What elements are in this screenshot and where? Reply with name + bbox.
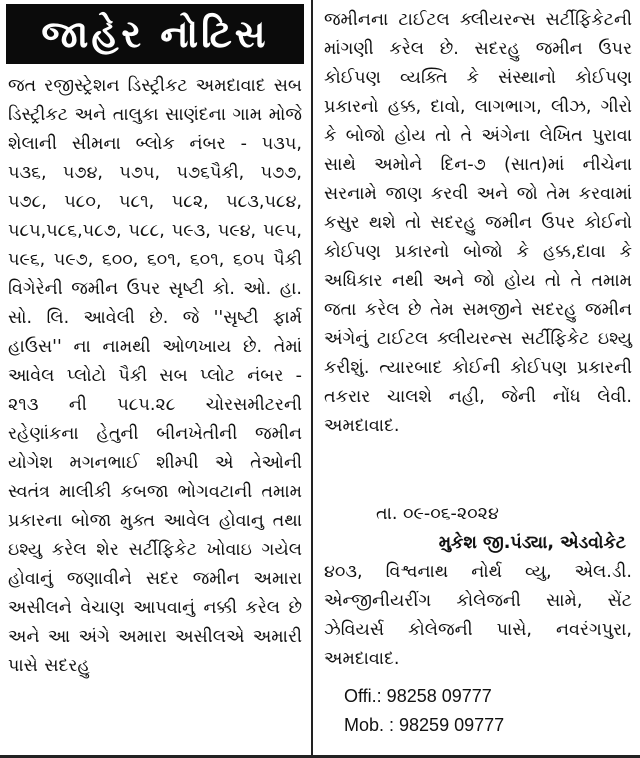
advocate-address: ૪૦૩, વિશ્વનાથ નોર્થ વ્યુ, એલ.ડી. એન્જીનીયરીંગ કોલેજની સામે, સેંટ ઝેવિયર્સ કોલેજની પાસે, નવરંગપુરા, અમદાવાદ. <box>324 562 632 669</box>
notice-body-right: જમીનના ટાઈટલ ક્લીયરન્સ સર્ટીફિકેટની માંગણી કરેલ છે. સદરહુ જમીન ઉપર કોઈપણ વ્યક્તિ કે સંસ્થાનો કોઈપણ પ્રકારનો હક્ક, દાવો, લાગભાગ, લીઝ, ગીરો કે બોજો હોય તો તે અંગેના લેખિત પુરાવા સાથે અમોને દિન-૭ (સાત)માં નીચેના સરનામે જાણ કરવી અને જો તેમ કરવામાં કસુર થશે તો સદરહુ જમીન ઉપર કોઈનો કોઈપણ પ્રકારનો બોજો કે હક્ક,દાવા કે અધિકાર નથી અને જો હોય તો તે તમામ જતા કરેલ છે તેમ સમજીને સદરહુ જમીન અંગેનું ટાઈટલ ક્લીયરન્સ સર્ટીફિકેટ ઇશ્યુ કરીશું. ત્યારબાદ કોઈની કોઈપણ પ્રકારની તકરાર ચાલશે નહી, જેની નોંધ લેવી. અમદાવાદ. <box>324 10 632 436</box>
notice-title: જાહેર નોટિસ <box>41 11 269 56</box>
notice-body-left: જત રજીસ્ટ્રેશન ડિસ્ટ્રીકટ અમદાવાદ સબ ડિસ્ટ્રીકટ અને તાલુકા સાણંદના ગામ મોજે શેલાની સીમના બ્લોક નંબર - ૫૩૫, ૫૩૬, ૫૭૪, ૫૭૫, ૫૭૬પૈકી, ૫૭૭, ૫૭૮, ૫૮૦, ૫૮૧, ૫૮૨, ૫૮૩,૫૮૪, ૫૮૫,૫૮૬,૫૮૭, ૫૮૮, ૫૯૩, ૫૯૪, ૫૯૫, ૫૯૬, ૫૯૭, ૬૦૦, ૬૦૧, ૬૦૧, ૬૦૫ પૈકી વિગેરેની જમીન ઉપર સૃષ્ટી કો. ઓ. હા. સો. લિ. આવેલી છે. જે ''સૃષ્ટી ફાર્મ હાઉસ'' ના નામથી ઓળખાય છે. તેમાં આવેલ પ્લોટો પૈકી સબ પ્લોટ નંબર - ૨૧૩ ની ૫૮૫.૨૮ ચોરસમીટરની રહેણાંકના હેતુની બીનખેતીની જમીન યોગેશ મગનભાઈ શીમ્પી એ તેઓની સ્વતંત્ર માલીકી કબજા ભોગવટાની તમામ પ્રકારના બોજા મુક્ત આવેલ હોવાનુ તથા ઇશ્યુ કરેલ શેર સર્ટીફિકેટ ખોવાઇ ગયેલ હોવાનું જણાવીને સદર જમીન અમારા અસીલને વેચાણ આપવાનું નક્કી કરેલ છે અને આ અંગે અમારા અસીલએ અમારી પાસે સદરહુ <box>8 76 302 676</box>
mobile-phone: Mob. : 98259 09777 <box>344 715 505 735</box>
notice-header <box>6 4 304 64</box>
office-phone: Offi.: 98258 09777 <box>344 686 492 706</box>
right-column <box>318 0 640 758</box>
notice-date: તા. ૦૯-૦૬-૨૦૨૪ <box>376 504 499 524</box>
column-divider <box>311 0 313 758</box>
advocate-name: મુકેશ જી.પંડ્યા, એડવોકેટ <box>438 533 626 553</box>
left-column <box>0 0 308 758</box>
